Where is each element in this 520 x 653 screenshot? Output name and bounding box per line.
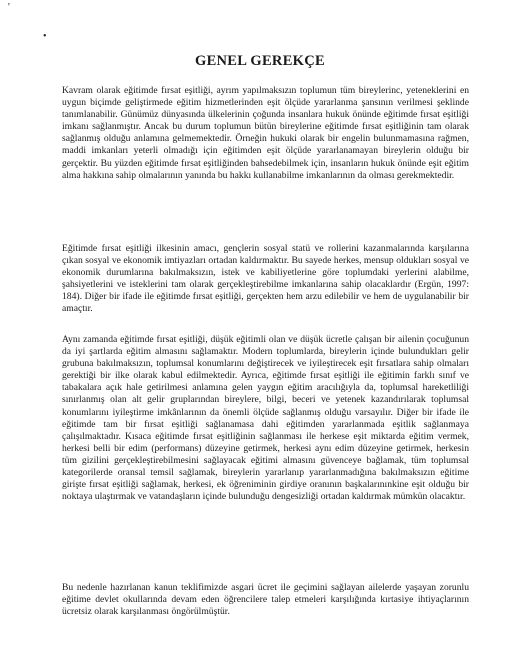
scan-mark: ' [8,2,10,13]
paragraph-1: Kavram olarak eğitimde fırsat eşitliği, ayrım yapılmaksızın toplumun tüm bireylerinc, yeteneklerini en uygun biçimde geliştirmede eğitim hizmetlerinden eşit ölçüde yararlanma şansının verilmesi şeklinde tanımlanabilir. Günümüz dünyasında ülkelerinin çoğunda insanlara hukuk önünde eğitimde fırsat eşitliği imkanı sağlanmıştır. Ancak bu durum toplumun bütün bireylerine eğitimde fırsat eşitliğinin tam olarak sağlanmış olduğu anlamına gelmemektedir. Örneğin hukuki olarak bir engelin bulunmamasına rağmen, maddi imkanları yeterli olmadığı için eğitimden eşit ölçüde yararlanamayan bireylerin olduğu bir gerçektir. Bu yüzden eğitimde fırsat eşitliğinden bahsedebilmek için, insanların hukuk önünde eşit eğitim alma hakkına sahip olmalarının yanında bu hakkı kullanabilme imkanlarının da olması gerekmektedir. [62,85,469,181]
scan-bullet: • [43,31,47,42]
paragraph-2: Eğitimde fırsat eşitliği ilkesinin amacı, gençlerin sosyal statü ve rollerini kazanmalarında karşılarına çıkan sosyal ve ekonomik imtiyazları ortadan kaldırmaktır. Bu sayede herkes, mensup oldukları sosyal ve ekonomik durumlarına bakılmaksızın, istek ve kabiliyetlerine göre toplumdaki yerlerini alabilme, şahsiyetlerini ve isteklerini tam olarak gerçekleştirebilme imkanlarına sahip olacaklardır (Ergün, 1997: 184). Diğer bir ifade ile eğitimde fırsat eşitliği, gerçekten hem arzu edilebilir ve hem de uygulanabilir bir amaçtır. [62,243,469,315]
paragraph-4: Bu nedenle hazırlanan kanun teklifimizde asgari ücret ile geçimini sağlayan ailelerde yaşayan zorunlu eğitime devlet okullarında devam eden öğrencilere talep etmeleri karşılığında kırtasiye ihtiyaçlarının ücretsiz olarak karşılanması öngörülmüştür. [62,582,469,618]
paragraph-3: Aynı zamanda eğitimde fırsat eşitliği, düşük eğitimli olan ve düşük ücretle çalışan bir ailenin çocuğunun da iyi şartlarda eğitim almasını sağlamaktır. Modern toplumlarda, bireylerin içinde bulundukları gelir grubuna bakılmaksızın, toplumsal konumlarını değiştirecek ve iyileştirecek eşit fırsatlara sahip olmaları gerektiği bir ilke olarak kabul edilmektedir. Ayrıca, eğitimde fırsat eşitliği ile eğitimin farklı sınıf ve tabakalara açık hale getirilmesi anlamına gelen yaygın eğitim aracılığıyla da, toplumsal hareketliliği sınırlanmış olan alt gelir gruplarından bireylere, bilgi, beceri ve yetenek kazandırılarak toplumsal konumlarını iyileştirme imkânlarının da önemli ölçüde sağlanmış olduğu varsayılır. Diğer bir ifade ile eğitimde tam bir fırsat eşitliği sağlanamasa dahi eğitimden yararlanmada eşitlik sağlanmaya çalışılmaktadır. Kısaca eğitimde fırsat eşitliğinin sağlanması ile herkese eşit miktarda eğitim vermek, herkesi belli bir edim (performans) düzeyine getirmek, herkesi aynı edim düzeyine getirmek, herkesin tüm gizilini gerçekleştirebilmesini sağlayacak eğitimi almasını güvenceye bağlamak, tüm toplumsal kategorilerde oransal temsil sağlamak, bireylerin yararlanıp yararlanmadığına bakılmaksızın eğitime girişte fırsat eşitliği sağlamak, herkesi, ek öğreniminin girdiye oranının başkalarınınkine eşit olduğu bir noktaya ulaştırmak ve vatandaşların içinde bulunduğu dengesizliği ortadan kaldırmak mümkün olacaktır. [62,334,469,503]
document-title: GENEL GEREKÇE [194,53,325,69]
